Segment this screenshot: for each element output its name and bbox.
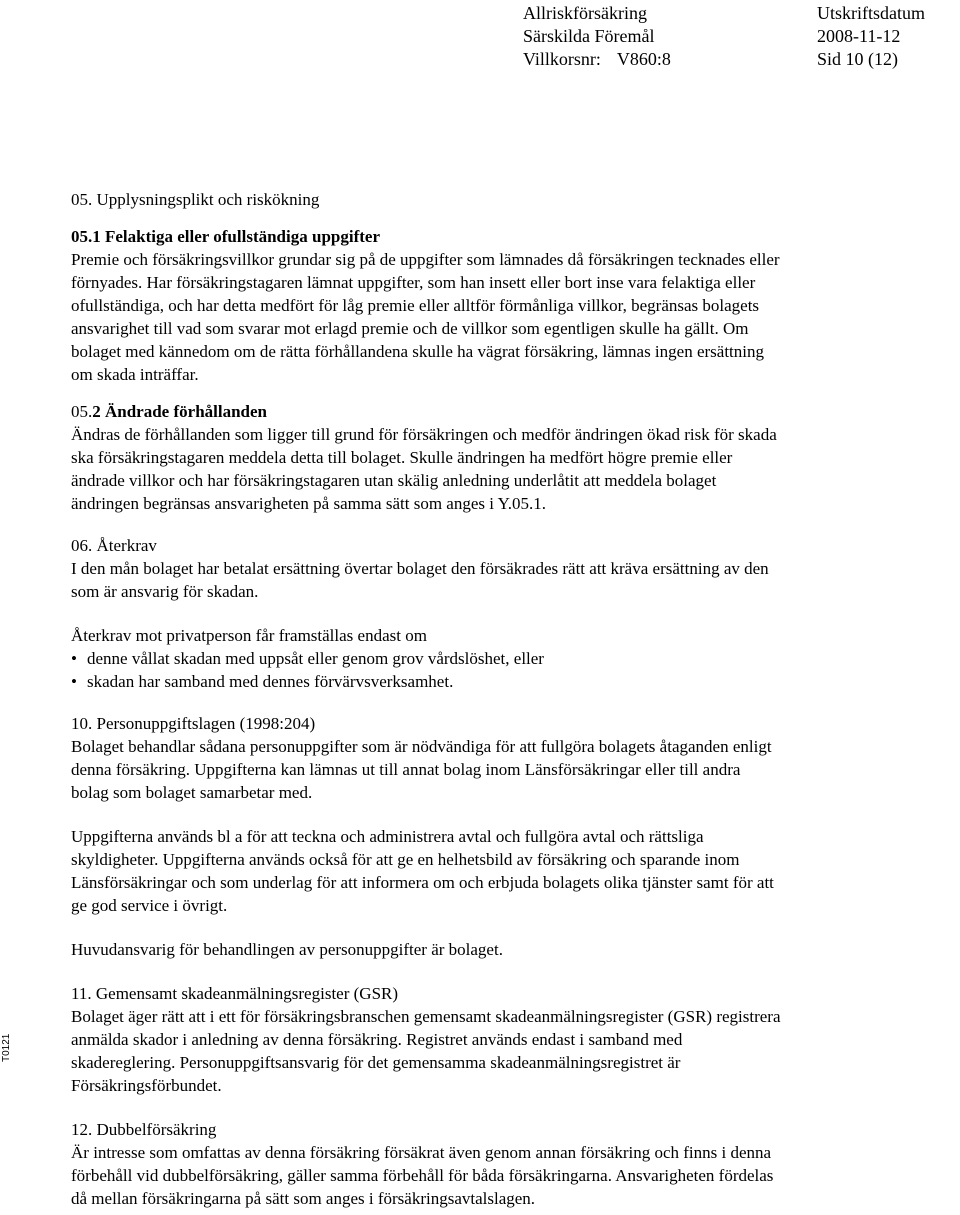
text-line: skyldigheter. Uppgifterna används också för att ge en helhetsbild av försäkring och sparande inom [71, 850, 740, 869]
text-line: anmälda skador i anledning av denna försäkring. Registret används endast i samband med [71, 1030, 683, 1049]
text-line: bolaget med kännedom om de rätta förhållandena skulle ha vägrat försäkring, lämnas ingen ersättning [71, 342, 764, 361]
header-right [817, 2, 925, 71]
section-11-text [71, 1005, 886, 1097]
section-05-title: 05. Upplysningsplikt och riskökning [71, 190, 320, 209]
text-line: skadereglering. Personuppgiftsansvarig för det gemensamma skadeanmälningsregistret är [71, 1053, 681, 1072]
section-06-text [71, 557, 886, 603]
section-10-title: 10. Personuppgiftslagen (1998:204) [71, 714, 316, 733]
text-line: som är ansvarig för skadan. [71, 582, 259, 601]
terms-label: Villkorsnr: [523, 49, 601, 69]
text-line: Uppgifterna används bl a för att teckna och administrera avtal och fullgöra avtal och rättsliga [71, 827, 704, 846]
side-code [0, 1033, 14, 1062]
text-line: ändringen begränsas ansvarigheten på samma sätt som anges i Y.05.1. [71, 494, 546, 513]
text-line: Bolaget äger rätt att i ett för försäkringsbranschen gemensamt skadeanmälningsregister (GSR) registrera [71, 1007, 781, 1026]
text-line: I den mån bolaget har betalat ersättning övertar bolaget den försäkrades rätt att kräva ersättning av den [71, 559, 769, 578]
section-06-list [71, 647, 886, 693]
section-052-num: 05. [71, 402, 93, 421]
text-line: denna försäkring. Uppgifterna kan lämnas ut till annat bolag inom Länsförsäkringar eller till andra [71, 760, 741, 779]
section-10-para-2 [71, 825, 886, 917]
text-line: Ändras de förhållanden som ligger till grund för försäkringen och medför ändringen ökad risk för skada [71, 425, 777, 444]
text-line: ge god service i övrigt. [71, 896, 228, 915]
header-left [523, 2, 671, 71]
text-line: ska försäkringstagaren meddela detta till bolaget. Skulle ändringen ha medfört högre premie eller [71, 448, 733, 467]
print-date-label: Utskriftsdatum [817, 3, 925, 23]
text-line: Bolaget behandlar sådana personuppgifter som är nödvändiga för att fullgöra bolagets åtaganden enligt [71, 737, 772, 756]
section-052-name: 2 Ändrade förhållanden [92, 402, 267, 421]
text-line: ofullständiga, och har detta medfört för låg premie eller alltför förmånliga villkor, begränsas bolagets [71, 296, 760, 315]
section-051-title: 05.1 Felaktiga eller ofullständiga uppgifter [71, 227, 380, 246]
document-body [71, 188, 886, 1210]
text-line: ansvarighet till vad som svarar mot erlagd premie och de villkor som egentligen skulle ha gällt. Om [71, 319, 749, 338]
list-item: • denne vållat skadan med uppsåt eller genom grov vårdslöshet, eller [71, 647, 886, 670]
section-051-text [71, 248, 886, 386]
section-12-text [71, 1141, 886, 1210]
print-date: 2008-11-12 [817, 26, 901, 46]
section-12-title: 12. Dubbelförsäkring [71, 1120, 217, 1139]
text-line: Är intresse som omfattas av denna försäkring försäkrat även genom annan försäkring och finns i denna [71, 1143, 772, 1162]
text-line: då mellan försäkringarna på sätt som anges i försäkringsavtalslagen. [71, 1189, 536, 1208]
text-line: Länsförsäkringar och som underlag för att informera om och erbjuda bolagets olika tjänster samt för att [71, 873, 774, 892]
side-code-text: T0121 [1, 1033, 12, 1062]
section-10-para-3: Huvudansvarig för behandlingen av personuppgifter är bolaget. [71, 940, 503, 959]
text-line: Premie och försäkringsvillkor grundar sig på de uppgifter som lämnades då försäkringen tecknades eller [71, 250, 780, 269]
product-name: Allriskförsäkring [523, 3, 647, 23]
text-line: förnyades. Har försäkringstagaren lämnat uppgifter, som han insett eller bort inse vara felaktiga eller [71, 273, 756, 292]
terms-number: V860:8 [616, 49, 671, 69]
section-052-text [71, 423, 886, 515]
text-line: bolag som bolaget samarbetar med. [71, 783, 313, 802]
text-line: om skada inträffar. [71, 365, 199, 384]
terms-line [523, 48, 671, 71]
insured-object: Särskilda Föremål [523, 26, 655, 46]
text-line: Försäkringsförbundet. [71, 1076, 222, 1095]
section-06-title: 06. Återkrav [71, 536, 157, 555]
page-number: Sid 10 (12) [817, 49, 898, 69]
text-line: förbehåll vid dubbelförsäkring, gäller samma förbehåll för båda försäkringarna. Ansvarigheten fördelas [71, 1166, 774, 1185]
section-052-title [71, 400, 886, 423]
section-10-para-1 [71, 735, 886, 804]
list-item: • skadan har samband med dennes förvärvsverksamhet. [71, 670, 886, 693]
text-line: ändrade villkor och har försäkringstagaren utan skälig anledning underlåtit att meddela bolaget [71, 471, 717, 490]
section-06-intro: Återkrav mot privatperson får framställas endast om [71, 626, 427, 645]
section-11-title: 11. Gemensamt skadeanmälningsregister (GSR) [71, 984, 399, 1003]
